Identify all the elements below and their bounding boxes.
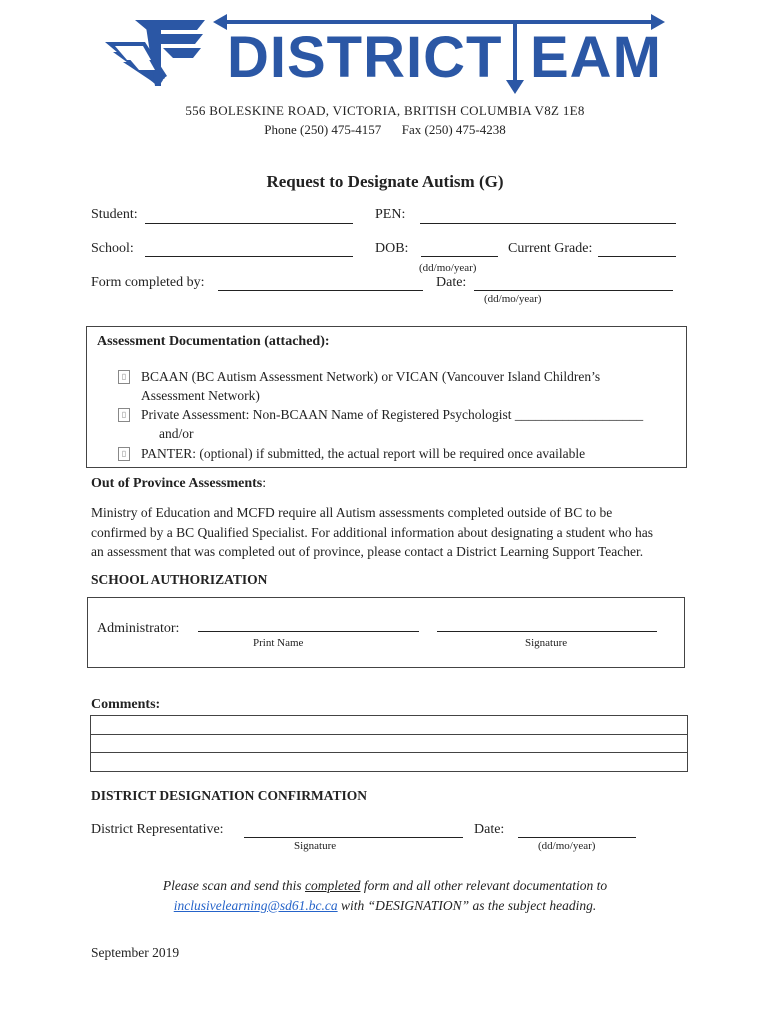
- assessment-item-line: and/or: [159, 426, 194, 441]
- out-of-province-colon: :: [262, 476, 267, 491]
- date-label: Date:: [436, 275, 467, 290]
- administrator-label: Administrator:: [97, 621, 180, 636]
- checkbox-icon[interactable]: ▯: [118, 408, 130, 422]
- dob-label: DOB:: [375, 241, 409, 256]
- out-of-province-title: Out of Province Assessments: [91, 476, 263, 491]
- pen-field[interactable]: [420, 223, 676, 224]
- school-label: School:: [91, 241, 134, 256]
- date-format-hint: (dd/mo/year): [484, 293, 542, 305]
- document-date: September 2019: [91, 945, 180, 960]
- assessment-heading: Assessment Documentation (attached):: [97, 334, 330, 349]
- assessment-item-line: PANTER: (optional) if submitted, the actual report will be required once available: [141, 446, 586, 461]
- checkbox-icon[interactable]: ▯: [118, 370, 130, 384]
- page-title: Request to Designate Autism (G): [266, 172, 504, 191]
- print-name-caption: Print Name: [253, 637, 304, 649]
- out-of-province-heading: [91, 476, 266, 492]
- contact-line: [0, 122, 770, 138]
- out-of-province-text: [91, 503, 653, 562]
- footer-line1-post: form and all other relevant documentation to: [360, 878, 608, 893]
- logo-word-district: DISTRICT: [227, 25, 503, 90]
- paragraph-line: Ministry of Education and MCFD require all Autism assessments completed outside of BC to be: [91, 505, 613, 520]
- district-rep-label: District Representative:: [91, 822, 224, 837]
- current-grade-label: Current Grade:: [508, 241, 593, 256]
- dob-field[interactable]: [421, 256, 498, 257]
- footer-line1-pre: Please scan and send this: [162, 878, 306, 893]
- admin-signature-caption: Signature: [525, 637, 568, 649]
- logo-word-eam: EAM: [530, 25, 662, 90]
- logo: [105, 14, 667, 94]
- footer-instructions: [0, 876, 770, 915]
- district-signature-field[interactable]: [244, 837, 463, 838]
- current-grade-field[interactable]: [598, 256, 676, 257]
- checkbox-icon[interactable]: ▯: [118, 447, 130, 461]
- comments-heading: Comments:: [91, 697, 161, 712]
- completed-by-field[interactable]: [218, 290, 423, 291]
- fax: Fax (250) 475-4238: [401, 122, 506, 137]
- admin-signature-field[interactable]: [437, 631, 657, 632]
- district-date-caption: (dd/mo/year): [538, 840, 596, 852]
- assessment-item-line: Assessment Network): [141, 388, 260, 403]
- assessment-item-private: [118, 405, 643, 443]
- paragraph-line: an assessment that was completed out of province, please contact a District Learning Support Teacher.: [91, 544, 644, 559]
- district-date-field[interactable]: [518, 837, 636, 838]
- school-field[interactable]: [145, 256, 353, 257]
- footer-completed: completed: [305, 878, 361, 893]
- paragraph-line: confirmed by a BC Qualified Specialist. For additional information about designating a student who has: [91, 524, 654, 540]
- footer-line2-post: with “DESIGNATION” as the subject heading.: [337, 897, 597, 913]
- student-field[interactable]: [145, 223, 353, 224]
- date-field[interactable]: [474, 290, 673, 291]
- print-name-field[interactable]: [198, 631, 419, 632]
- district-date-label: Date:: [474, 822, 505, 837]
- pen-label: PEN:: [375, 207, 406, 222]
- email-link[interactable]: inclusivelearning@sd61.bc.ca: [173, 897, 338, 913]
- assessment-item-line: BCAAN (BC Autism Assessment Network) or VICAN (Vancouver Island Children’s: [141, 369, 601, 384]
- district-heading: DISTRICT DESIGNATION CONFIRMATION: [91, 788, 368, 803]
- assessment-item-bcaan: [118, 367, 600, 405]
- district-signature-caption: Signature: [294, 840, 337, 852]
- dob-format-hint: (dd/mo/year): [419, 262, 477, 274]
- assessment-item-panter: [118, 444, 585, 463]
- address: 556 BOLESKINE ROAD, VICTORIA, BRITISH COLUMBIA V8Z 1E8: [185, 103, 585, 118]
- completed-by-label: Form completed by:: [91, 275, 205, 290]
- school-auth-heading: SCHOOL AUTHORIZATION: [91, 572, 268, 587]
- assessment-item-line: Private Assessment: Non-BCAAN Name of Registered Psychologist ___________________: [141, 407, 644, 422]
- comments-box[interactable]: [90, 715, 688, 772]
- student-label: Student:: [91, 207, 138, 222]
- phone: Phone (250) 475-4157: [264, 122, 382, 137]
